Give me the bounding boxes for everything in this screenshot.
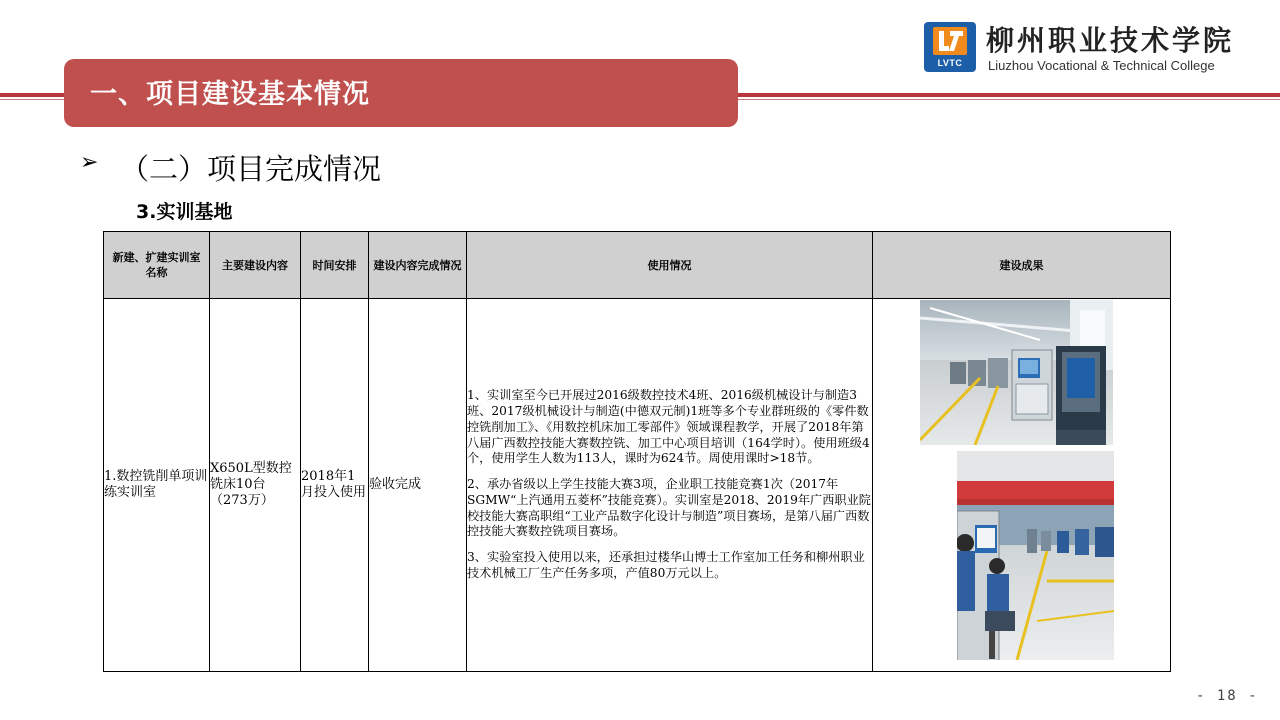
- table-row: [104, 299, 1171, 672]
- page-number: - 18 -: [1196, 688, 1259, 704]
- column-header-status: 建设内容完成情况: [369, 232, 467, 299]
- usage-paragraph-3: 3、实验室投入使用以来，还承担过楼华山博士工作室加工任务和柳州职业技术机械工厂生产任务多项，产值80万元以上。: [467, 550, 865, 581]
- column-header-name: 新建、扩建实训室名称: [104, 232, 210, 299]
- subsection-heading: 3.实训基地: [136, 201, 233, 223]
- usage-paragraph-1: 1、实训室至今已开展过2016级数控技术4班、2016级机械设计与制造3班、2017级机械设计与制造(中德双元制)1班等多个专业群班级的《零件数控铣削加工》、《用数控机床加工零部件》领域课程教学，开展了2018年第八届广西数控技能大赛数控铣、加工中心项目培训（164学时）。使用班级4个，使用学生人数为113人，课时为624节。周使用课时>18节。: [467, 388, 870, 466]
- workshop-photo-2: [957, 451, 1114, 660]
- cell-usage: [467, 299, 873, 672]
- logo-abbreviation: LVTC: [937, 58, 963, 68]
- cell-room-name: [104, 299, 210, 672]
- usage-paragraph-2: 2、承办省级以上学生技能大赛3项，企业职工技能竞赛1次（2017年SGMW“上汽通用五菱杯”技能竞赛）。实训室是2018、2019年广西职业院校技能大赛高职组“工业产品数字化设计与制造”项目赛场，是第八届广西数控技能大赛数控铣项目赛场。: [467, 477, 871, 539]
- cell-time: [301, 299, 369, 672]
- completion-status: 验收完成: [369, 477, 422, 492]
- column-header-results: 建设成果: [873, 232, 1171, 299]
- cell-status: [369, 299, 467, 672]
- page-title: 一、项目建设基本情况: [90, 79, 370, 110]
- cell-results: [873, 299, 1171, 672]
- logo-chinese-name: 柳州职业技术学院: [986, 24, 1235, 57]
- arrow-bullet-icon: ➢: [80, 150, 99, 175]
- table-header-row: [104, 232, 1171, 299]
- room-name: 1.数控铣削单项训练实训室: [104, 469, 208, 500]
- cell-main-content: [210, 299, 301, 672]
- main-content: X650L型数控铣床10台（273万）: [210, 461, 292, 508]
- column-header-time: 时间安排: [301, 232, 369, 299]
- logo-english-name: Liuzhou Vocational & Technical College: [988, 58, 1215, 73]
- logo-badge: [924, 22, 976, 72]
- workshop-photo-1: [920, 300, 1113, 445]
- time-arrangement: 2018年1月投入使用: [301, 469, 367, 500]
- college-logo: [924, 17, 1236, 77]
- training-base-table: [103, 231, 1171, 672]
- logo-mark-icon: [933, 27, 967, 55]
- column-header-content: 主要建设内容: [210, 232, 301, 299]
- section-heading: （二）项目完成情况: [120, 152, 382, 186]
- column-header-usage: 使用情况: [467, 232, 873, 299]
